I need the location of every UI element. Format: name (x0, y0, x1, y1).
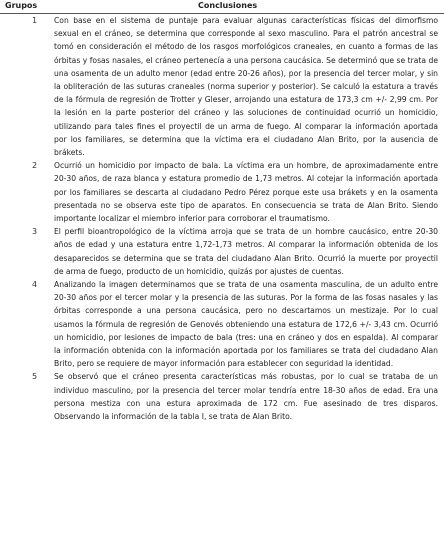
conclusion-text: Analizando la imagen determinamos que se trata de una osamenta masculina, de un adulto entre 20-30 años por el tercer molar y la presencia de las suturas. Por la forma de las fosas nasales y las órbitas corresponde a una persona caucásica, pero no descartamos un mestizaje. Por lo cual usamos la fórmula de regresión de Genovés obteniendo una estatura de 172,6 +/- 3,43 cm. Ocurrió un homicidio, por lesiones de impacto de bala (tres: una en cráneo y dos en espalda). Al comparar la información obtenida con la información aportada por los familiares se trata del ciudadano Alan Brito, pero se requiere de mayor información para establecer con seguridad la identidad. (54, 280, 438, 369)
header-conclusions: Conclusiones (198, 1, 258, 10)
table-row (0, 278, 444, 370)
conclusion-text: El perfil bioantropológico de la víctima arroja que se trata de un hombre caucásico, entre 20-30 años de edad y una estatura entre 1,72-1,73 metros. Al comparar la información obtenida de los desaparecidos se determina que se trata del ciudadano Alan Brito. Ocurrió la muerte por proyectil de arma de fuego, producto de un homicidio, quizás por ajustes de cuentas. (54, 227, 438, 276)
table-body (0, 14, 444, 423)
table-row (0, 370, 444, 423)
table-header (0, 0, 444, 14)
conclusion-text: Ocurrió un homicidio por impacto de bala. La víctima era un hombre, de aproximadamente entre 20-30 años, de raza blanca y estatura promedio de 1,73 metros. Al cotejar la información aportada por los familiares se descarta al ciudadano Pedro Pérez porque este usa brákets y en la osamenta presentada no se observa este tipo de aparatos. En consecuencia se trata de Alan Brito. Siendo importante localizar el miembro inferior para corroborar el traumatismo. (54, 161, 438, 224)
conclusion-text: Con base en el sistema de puntaje para evaluar algunas características físicas del dimorfismo sexual en el cráneo, se determina que corresponde al sexo masculino. Para el patrón ancestral se tomó en consideración el método de los rasgos morfológicos craneales, en cuanto a formas de las órbitas y fosas nasales, el cráneo pertenecía a una persona caucásica. Se determinó que se trata de una osamenta de un adulto menor (edad entre 20-26 años), por la presencia del tercer molar, y sin la obliteración de las suturas craneales (norma superior y posterior). Se calculó la estatura a través de la fórmula de regresión de Trotter y Gleser, arrojando una estatura de 173,3 cm +/- 2,99 cm. Por la lesión en la parte posterior del cráneo y las soluciones de continuidad ocurrió un homicidio, utilizando para tales fines el proyectil de un arma de fuego. Al comparar la información aportada por los familiares, se determina que la víctima era el ciudadano Alan Brito, por la ausencia de brákets. (54, 16, 438, 158)
table-row (0, 159, 444, 225)
table-row (0, 14, 444, 159)
group-number: 5 (32, 372, 38, 382)
conclusion-text: Se observó que el cráneo presenta características más robustas, por lo cual se trataba de un individuo masculino, por la presencia del tercer molar tendría entre 18-30 años de edad. Era una persona mestiza con una estura aproximada de 172 cm. Fue asesinado de tres disparos. Observando la información de la tabla I, se trata de Alan Brito. (54, 372, 438, 422)
group-number: 3 (32, 227, 38, 237)
header-groups: Grupos (5, 1, 38, 10)
table-row (0, 225, 444, 278)
group-number: 4 (32, 280, 38, 290)
group-number: 2 (32, 161, 38, 171)
group-number: 1 (32, 16, 38, 25)
